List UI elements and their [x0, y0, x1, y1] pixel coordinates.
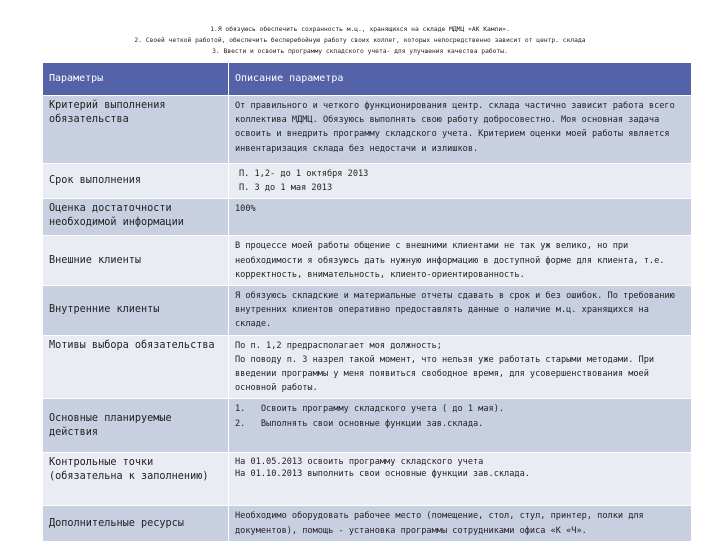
param-cell: Внутренние клиенты — [43, 286, 229, 336]
desc-line: 2. Выполнять свои основные функции зав.склада. — [235, 418, 484, 429]
desc-cell — [229, 453, 692, 506]
desc-cell: 100% — [229, 199, 692, 236]
intro-line: 2. Своей четкой работой, обеспечить бесперебойную работу своих коллег, которых непосредственно зависит от центр. склада — [134, 37, 586, 44]
table-row — [43, 453, 692, 506]
table-row — [43, 96, 692, 164]
param-cell: Дополнительные ресурсы — [43, 506, 229, 541]
table-row — [43, 506, 692, 541]
param-cell: Контрольные точки (обязательна к заполнению) — [43, 453, 229, 506]
table-row — [43, 335, 692, 399]
desc-cell — [229, 164, 692, 199]
desc-cell: Я обязуюсь складские и материальные отчеты сдавать в срок и без ошибок. По требованию внутренних клиентов оперативно предоставлять данные о наличие м.ц. хранящихся на складе. — [229, 286, 692, 336]
table-row — [43, 286, 692, 336]
param-cell: Мотивы выбора обязательства — [43, 335, 229, 399]
desc-line: По поводу п. 3 назрел такой момент, что нельзя уже работать старыми методами. При введении программы у меня появиться свободное время, для усовершенствования моей основной работы. — [235, 354, 655, 394]
table-row — [43, 164, 692, 199]
desc-cell: От правильного и четкого функционирования центр. склада частично зависит работа всего коллектива МДМЦ. Обязуюсь выполнять свою работу добросовестно. Моя основная задача освоить и внедрить программу складского учета. Критерием оценки моей работы является инвентаризация склада без недостачи и излишков. — [229, 96, 692, 164]
desc-cell: Необходимо оборудовать рабочее место (помещение, стол, стул, принтер, полки для документов), помощь - установка программы сотрудниками офиса «К «Ч». — [229, 506, 692, 541]
table-header — [43, 63, 692, 96]
param-cell: Оценка достаточности необходимой информации — [43, 199, 229, 236]
param-cell: Внешние клиенты — [43, 236, 229, 286]
desc-cell — [229, 399, 692, 453]
desc-line: На 01.10.2013 выполнить свои основные функции зав.склада. — [235, 469, 530, 480]
table-row — [43, 199, 692, 236]
desc-cell — [229, 335, 692, 399]
table-row — [43, 399, 692, 453]
desc-line: П. 1,2- до 1 октября 2013 — [239, 169, 369, 179]
obligation-table — [42, 62, 692, 542]
desc-line: На 01.05.2013 освоить программу складского учета — [235, 457, 484, 468]
param-cell: Критерий выполнения обязательства — [43, 96, 229, 164]
desc-line: 1. Освоить программу складского учета ( до 1 мая). — [235, 404, 505, 415]
intro-text — [0, 24, 720, 57]
desc-line: По п. 1,2 предрасполагает моя должность; — [235, 340, 442, 351]
table-row — [43, 236, 692, 286]
desc-line: П. 3 до 1 мая 2013 — [239, 183, 333, 194]
desc-cell: В процессе моей работы общение с внешними клиентами не так уж велико, но при необходимости я обязуюсь дать нужную информацию в доступной форме для клиента, т.е. корректность, внимательность, клиенто-ориентированность. — [229, 236, 692, 286]
param-cell: Срок выполнения — [43, 164, 229, 199]
header-parameters: Параметры — [43, 63, 229, 96]
param-cell: Основные планируемые действия — [43, 399, 229, 453]
intro-line: 1.Я обязуюсь обеспечить сохранность м.ц., хранящихся на складе МДМЦ «АК Камли». — [210, 26, 510, 33]
header-description: Описание параметра — [229, 63, 692, 96]
intro-line: 3. Ввести и освоить программу складского учета- для улучшения качества работы. — [212, 48, 508, 55]
